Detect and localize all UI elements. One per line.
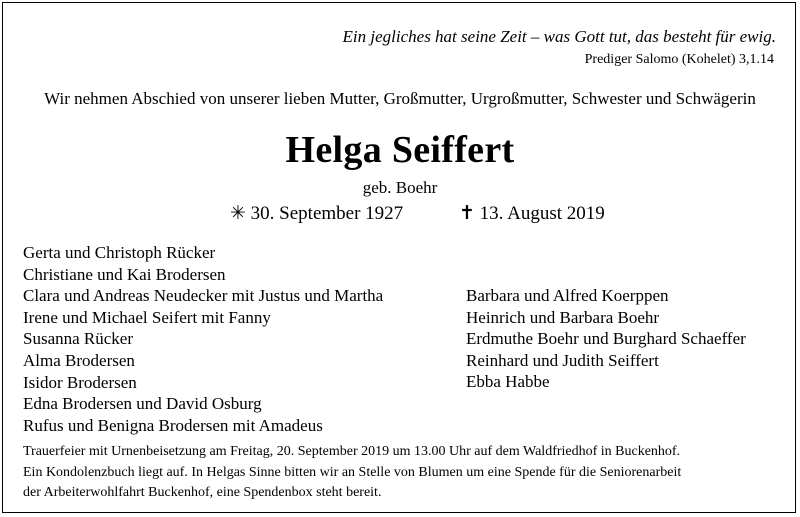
mourner-line: Gerta und Christoph Rücker (23, 243, 216, 262)
mourners-right-column (466, 285, 746, 393)
quote-source: Prediger Salomo (Kohelet) 3,1.14 (584, 52, 774, 67)
mourners-left-column (23, 242, 383, 436)
mourner-line: Barbara und Alfred Koerppen (466, 286, 669, 305)
mourner-line: Reinhard und Judith Seiffert (466, 350, 659, 370)
mourner-line: Rufus und Benigna Brodersen mit Amadeus (23, 415, 323, 435)
notice-line: der Arbeiterwohlfahrt Buckenhof, eine Spendenbox steht bereit. (23, 485, 382, 500)
mourner-line: Erdmuthe Boehr und Burghard Schaeffer (466, 329, 746, 349)
bible-quote: Ein jegliches hat seine Zeit – was Gott tut, das besteht für ewig. (342, 27, 776, 46)
mourner-line: Alma Brodersen (23, 350, 135, 370)
mourner-line: Clara und Andreas Neudecker mit Justus und Martha (23, 286, 384, 306)
mourner-line: Irene und Michael Seifert mit Fanny (23, 307, 271, 327)
maiden-name: geb. Boehr (362, 178, 438, 197)
mourner-line: Isidor Brodersen (23, 372, 137, 392)
notice-line: Ein Kondolenzbuch liegt auf. In Helgas Sinne bitten wir an Stelle von Blumen um eine Spende für die Seniorenarbeit (23, 464, 682, 480)
mourner-line: Heinrich und Barbara Boehr (466, 307, 660, 327)
death-date: ✝ 13. August 2019 (459, 203, 605, 224)
funeral-notice (23, 442, 793, 504)
mourner-line: Christiane und Kai Brodersen (23, 264, 226, 284)
mourner-line: Edna Brodersen und David Osburg (23, 394, 262, 414)
mourner-line: Susanna Rücker (23, 329, 134, 349)
intro-text: Wir nehmen Abschied von unserer lieben Mutter, Großmutter, Urgroßmutter, Schwester und Schwägerin (44, 89, 756, 108)
deceased-name: Helga Seiffert (285, 129, 515, 171)
notice-line: Trauerfeier mit Urnenbeisetzung am Freitag, 20. September 2019 um 13.00 Uhr auf dem Waldfriedhof in Buckenhof. (23, 444, 681, 459)
mourner-line: Ebba Habbe (466, 372, 550, 392)
birth-date: ✳ 30. September 1927 (230, 203, 404, 224)
